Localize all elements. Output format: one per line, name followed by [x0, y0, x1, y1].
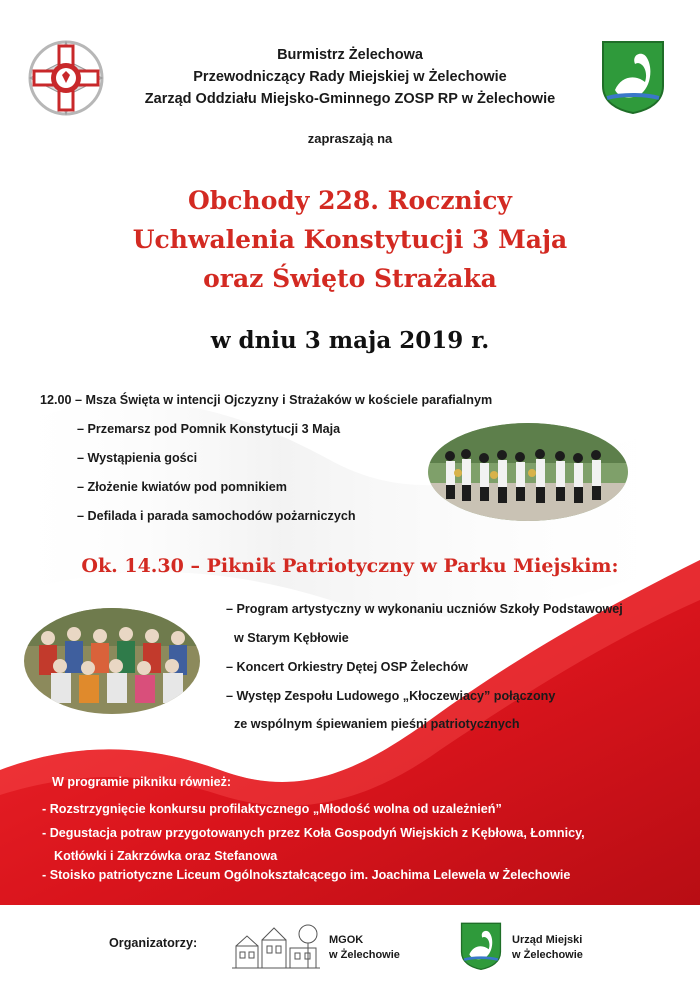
urzad-crest-icon — [460, 922, 502, 970]
program-item-1: 12.00 – Msza Święta w intencji Ojczyzny i Strażaków w kościele parafialnym — [40, 393, 493, 407]
urzad-label — [512, 933, 583, 963]
urzad-line-1: Urząd Miejski — [512, 934, 583, 946]
organizers-label: Organizatorzy: — [109, 936, 198, 950]
parade-photo — [428, 423, 628, 521]
also-item-2-cont: Kotłówki i Zakrzówka oraz Stefanowa — [54, 849, 278, 863]
header-line-1: Burmistrz Żelechowa — [277, 47, 423, 63]
mgok-label — [329, 933, 400, 963]
picnic-item-3-cont: ze wspólnym śpiewaniem pieśni patriotycznych — [234, 717, 520, 731]
picnic-heading: Ok. 14.30 – Piknik Patriotyczny w Parku Miejskim: — [81, 555, 619, 577]
header-line-2: Przewodniczący Rady Miejskiej w Żelechowie — [193, 69, 507, 85]
mgok-building-icon — [228, 920, 324, 972]
program-item-2: – Przemarsz pod Pomnik Konstytucji 3 Maja — [77, 422, 341, 436]
also-heading: W programie pikniku również: — [52, 775, 232, 789]
event-title — [0, 181, 700, 298]
mgok-line-2: w Żelechowie — [329, 949, 400, 961]
picnic-item-1: – Program artystyczny w wykonaniu uczniów Szkoły Podstawowej — [226, 602, 623, 616]
folk-group-photo — [24, 608, 200, 714]
mgok-line-1: MGOK — [329, 934, 364, 946]
picnic-item-1-cont: w Starym Kębłowie — [234, 631, 349, 645]
program-item-4: – Złożenie kwiatów pod pomnikiem — [77, 480, 287, 494]
program-item-5: – Defilada i parada samochodów pożarniczych — [77, 509, 356, 523]
also-item-3: - Stoisko patriotyczne Liceum Ogólnokształcącego im. Joachima Lelewela w Żelechowie — [42, 868, 571, 882]
title-line-3: oraz Święto Strażaka — [203, 264, 497, 293]
also-item-2: - Degustacja potraw przygotowanych przez Koła Gospodyń Wiejskich z Kębłowa, Łomnicy, — [42, 826, 585, 840]
header-line-3: Zarząd Oddziału Miejsko-Gminnego ZOSP RP w Żelechowie — [144, 91, 556, 107]
title-line-2: Uchwalenia Konstytucji 3 Maja — [132, 225, 568, 254]
also-item-1: - Rozstrzygnięcie konkursu profilaktycznego „Młodość wolna od uzależnień” — [42, 802, 502, 816]
program-item-3: – Wystąpienia gości — [77, 451, 198, 465]
invite-text: zapraszają na — [307, 131, 393, 146]
picnic-item-2: – Koncert Orkiestry Dętej OSP Żelechów — [226, 660, 468, 674]
urzad-line-2: w Żelechowie — [512, 949, 583, 961]
event-date: w dniu 3 maja 2019 r. — [210, 327, 490, 354]
title-line-1: Obchody 228. Rocznicy — [188, 186, 512, 215]
picnic-item-3: – Występ Zespołu Ludowego „Kłoczewiacy” połączony — [226, 689, 556, 703]
